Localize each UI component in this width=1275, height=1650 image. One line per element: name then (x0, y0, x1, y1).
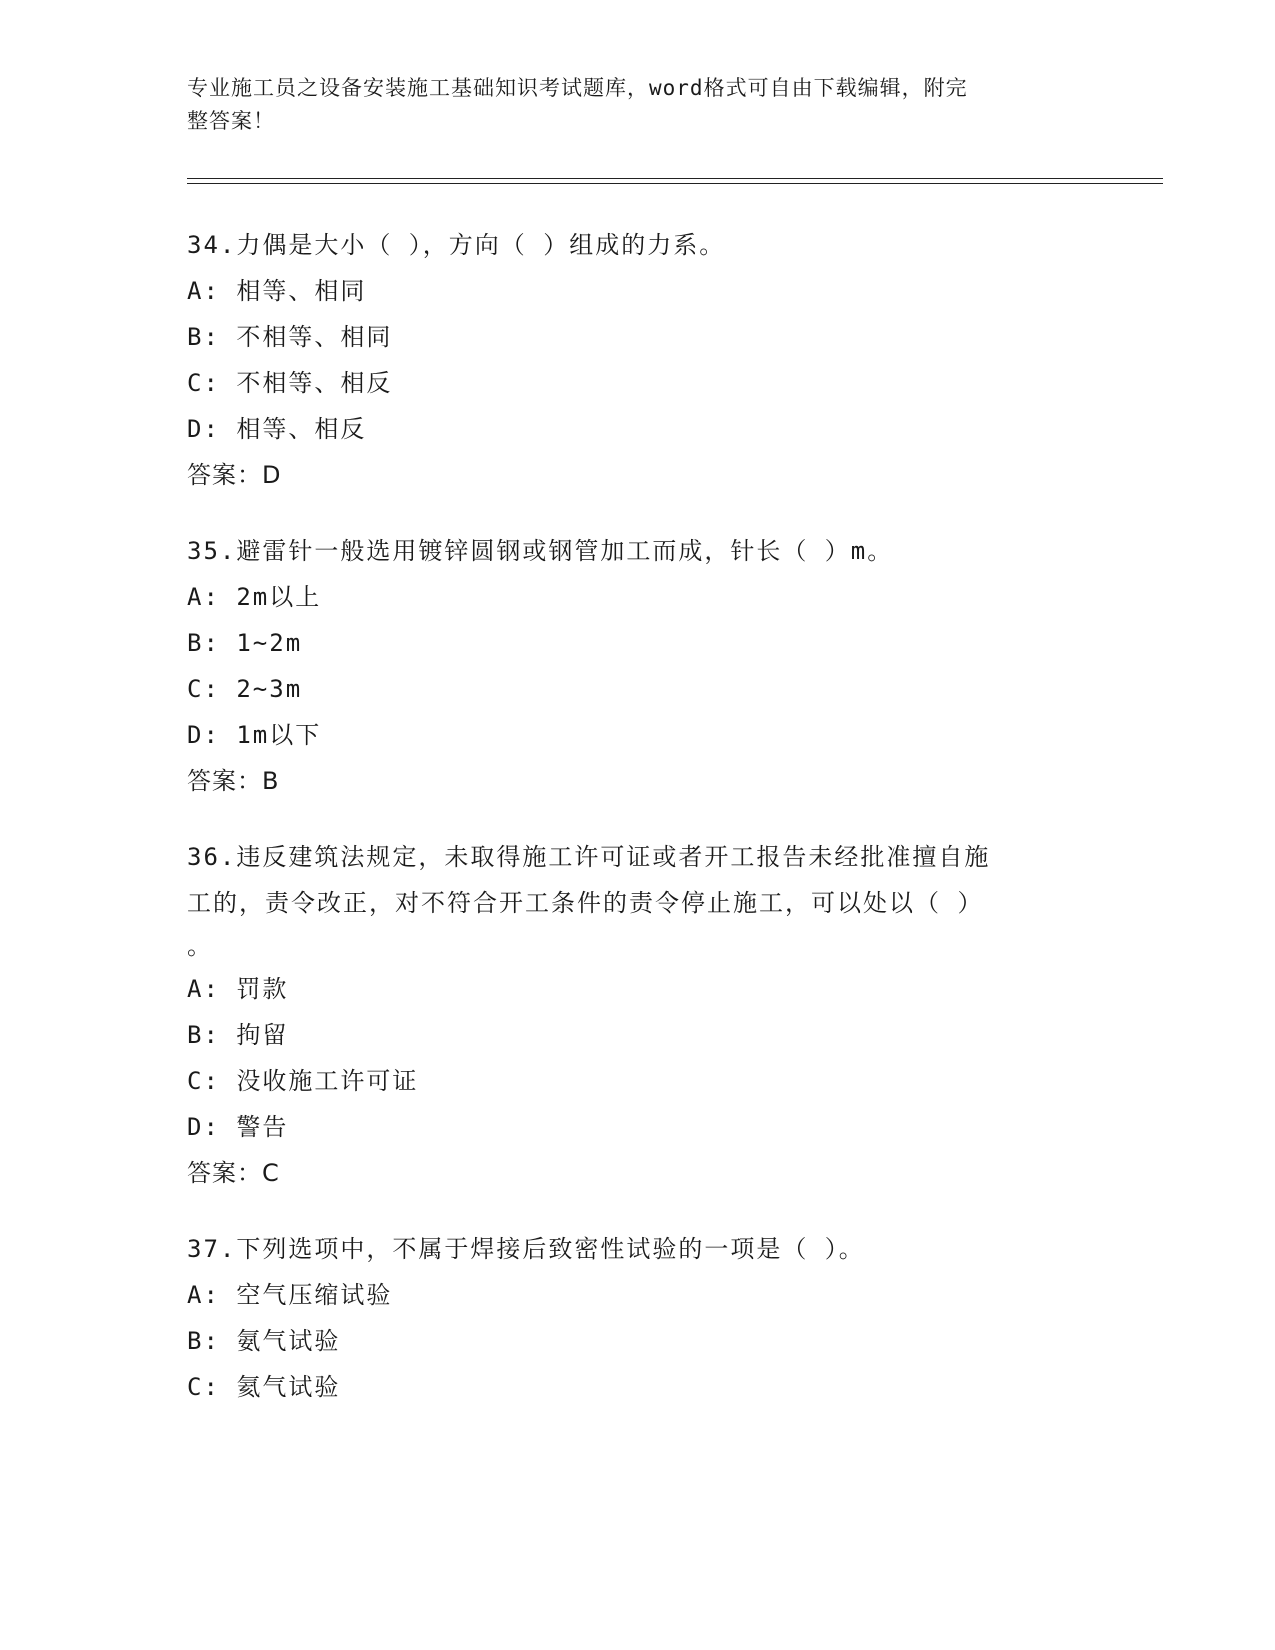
answer: 答案：D (187, 461, 282, 489)
option-c: C: 2~3m (187, 675, 303, 703)
answer: 答案：B (187, 767, 280, 795)
option-a: A: 相等、相同 (187, 277, 367, 305)
header-line-2: 整答案！ (187, 109, 275, 133)
option-d: D: 1m以下 (187, 721, 322, 749)
question-text-line-1: 36.违反建筑法规定，未取得施工许可证或者开工报告未经批准擅自施 (187, 843, 991, 871)
option-b: B: 1~2m (187, 629, 303, 657)
header-divider (187, 178, 1163, 184)
question-text: 35.避雷针一般选用镀锌圆钢或钢管加工而成，针长（ ）m。 (187, 537, 894, 565)
option-b: B: 拘留 (187, 1021, 289, 1049)
question-34 (187, 222, 1077, 498)
option-c: C: 没收施工许可证 (187, 1067, 419, 1095)
option-b: B: 氨气试验 (187, 1327, 341, 1355)
question-text-line-2: 工的，责令改正，对不符合开工条件的责令停止施工，可以处以（ ） (187, 889, 984, 917)
option-d: D: 相等、相反 (187, 415, 367, 443)
answer: 答案：C (187, 1159, 280, 1187)
option-c: C: 氦气试验 (187, 1373, 341, 1401)
document-header (187, 72, 1077, 138)
option-a: A: 2m以上 (187, 583, 322, 611)
header-line-1: 专业施工员之设备安装施工基础知识考试题库，word格式可自由下载编辑，附完 (187, 76, 968, 100)
option-a: A: 罚款 (187, 975, 289, 1003)
option-c: C: 不相等、相反 (187, 369, 393, 397)
option-d: D: 警告 (187, 1113, 289, 1141)
question-text-line-3: 。 (187, 932, 213, 960)
option-b: B: 不相等、相同 (187, 323, 393, 351)
option-a: A: 空气压缩试验 (187, 1281, 393, 1309)
question-37 (187, 1226, 1077, 1410)
question-text: 37.下列选项中，不属于焊接后致密性试验的一项是（ ）。 (187, 1235, 865, 1263)
document-page (187, 0, 1087, 1650)
question-text: 34.力偶是大小（ ），方向（ ）组成的力系。 (187, 231, 726, 259)
question-35 (187, 528, 1077, 804)
question-36 (187, 834, 1077, 1196)
